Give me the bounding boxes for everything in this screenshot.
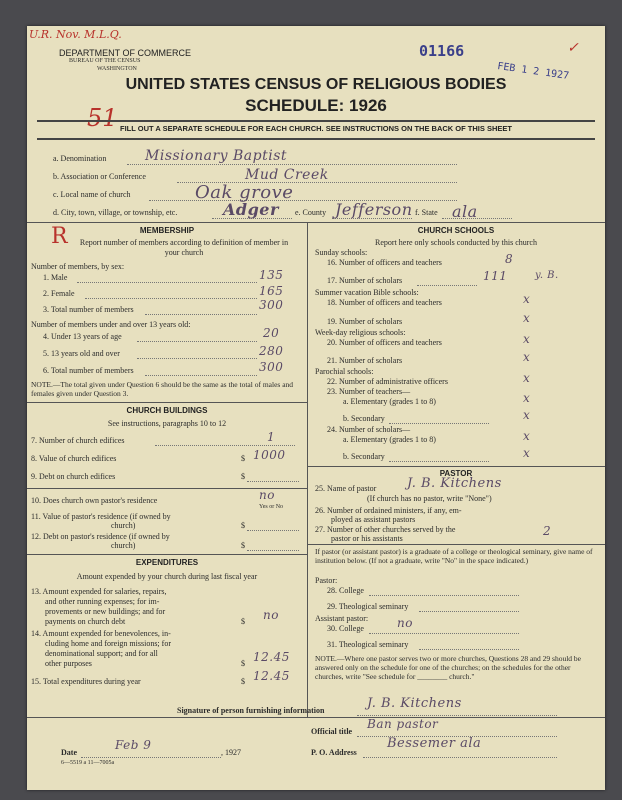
- q13-line-3: provements or new buildings; and for: [45, 607, 166, 616]
- q7-value: 1: [267, 430, 276, 444]
- q25-label: 25. Name of pastor: [315, 484, 377, 493]
- title-label: Official title: [311, 727, 353, 736]
- signature-value: J. B. Kitchens: [367, 696, 462, 711]
- q27-label-b: pastor or his assistants: [331, 534, 403, 543]
- local-name-value: Oak grove: [195, 182, 294, 203]
- q21-label: 21. Number of scholars: [327, 356, 403, 365]
- q18-mark: x: [523, 292, 531, 306]
- buildings-intro: See instructions, paragraphs 10 to 12: [107, 419, 227, 428]
- local-name-label: c. Local name of church: [53, 190, 131, 199]
- q3-value: 300: [259, 298, 284, 312]
- schedule-title: SCHEDULE: 1926: [245, 96, 387, 115]
- q14-line-3: denominational support; and for all: [45, 649, 158, 658]
- date-label: Date: [61, 748, 77, 757]
- expenditures-title: EXPENDITURES: [135, 558, 199, 567]
- q26-label-b: ployed as assistant pastors: [331, 515, 416, 524]
- q25-value: J. B. Kitchens: [407, 476, 502, 491]
- q17-value: 111: [483, 269, 508, 283]
- q1-value: 135: [259, 268, 284, 282]
- association-label: b. Association or Conference: [53, 172, 146, 181]
- q22-mark: x: [523, 371, 531, 385]
- q6-value: 300: [259, 360, 284, 374]
- q17-label: 17. Number of scholars: [327, 276, 403, 285]
- city-name: WASHINGTON: [97, 66, 137, 72]
- q12-currency: $: [241, 541, 245, 550]
- address-label: P. O. Address: [311, 748, 357, 757]
- q13-line-1: 13. Amount expended for salaries, repairs,: [31, 587, 167, 596]
- q4-label: 4. Under 13 years of age: [43, 332, 122, 341]
- q14-value: 12.45: [253, 650, 290, 664]
- pastor-sub-label: Pastor:: [315, 576, 338, 585]
- q8-value: 1000: [253, 448, 286, 462]
- q11-label-b: church): [111, 521, 136, 530]
- q9-currency: $: [241, 472, 245, 481]
- q24-label: 24. Number of scholars—: [327, 425, 411, 434]
- date-value: Feb 9: [115, 738, 152, 752]
- q23b-mark: x: [523, 408, 531, 422]
- denomination-value: Missionary Baptist: [145, 148, 288, 164]
- red-51-mark: 51: [87, 104, 118, 132]
- q24a-mark: x: [523, 429, 531, 443]
- q5-value: 280: [259, 344, 284, 358]
- q23a-label: a. Elementary (grades 1 to 8): [343, 397, 436, 406]
- address-value: Bessemer ala: [387, 736, 482, 751]
- association-value: Mud Creek: [245, 167, 329, 183]
- sunday-label: Sunday schools:: [315, 248, 368, 257]
- q25-note: (If church has no pastor, write "None"): [367, 494, 492, 503]
- q29-label: 29. Theological seminary: [327, 602, 409, 611]
- q4-value: 20: [263, 326, 280, 340]
- q23a-mark: x: [523, 391, 531, 405]
- membership-note: NOTE.—The total given under Question 6 should be the same as the total of males and females given under Question 3.: [31, 380, 294, 398]
- dept-name: DEPARTMENT OF COMMERCE: [59, 48, 192, 58]
- q27-label-a: 27. Number of other churches served by the: [315, 525, 456, 534]
- q13-currency: $: [241, 617, 245, 626]
- q30-value: no: [397, 616, 413, 630]
- q14-line-1: 14. Amount expended for benevolences, in-: [31, 629, 171, 638]
- q20-mark: x: [523, 332, 531, 346]
- q23b-label: b. Secondary: [343, 414, 385, 423]
- membership-title: MEMBERSHIP: [139, 226, 195, 235]
- bureau-name: BUREAU OF THE CENSUS: [69, 58, 141, 64]
- city-label: d. City, town, village, or township, etc.: [53, 208, 178, 217]
- q27-value: 2: [543, 524, 552, 538]
- q14-currency: $: [241, 659, 245, 668]
- q13-line-2: and other running expenses; for im-: [45, 597, 160, 606]
- q24b-label: b. Secondary: [343, 452, 385, 461]
- pastor-note: NOTE.—Where one pastor serves two or more churches, Questions 28 and 29 should be answered only on the schedule for one of the churches; on the schedules for the other churches, write "See schedule for ________ church.": [315, 654, 581, 681]
- stamp-date: FEB 1 2 1927: [496, 61, 570, 82]
- parochial-label: Parochial schools:: [315, 367, 374, 376]
- pastor-title: PASTOR: [439, 469, 473, 478]
- q24b-mark: x: [523, 446, 531, 460]
- q22-label: 22. Number of administrative officers: [327, 377, 448, 386]
- q15-value: 12.45: [253, 669, 290, 683]
- q31-label: 31. Theological seminary: [327, 640, 409, 649]
- q13-line-4: payments on church debt: [45, 617, 126, 626]
- county-value: Jefferson: [335, 200, 413, 219]
- county-label: e. County: [295, 208, 327, 217]
- graduate-note: If pastor (or assistant pastor) is a graduate of a college or theological seminary, give name of institution below. (If not a graduate, write "No" in the space indicated.): [315, 547, 593, 565]
- q2-label: 2. Female: [43, 289, 75, 298]
- census-schedule-page: [27, 26, 605, 790]
- q13-value: no: [263, 608, 279, 622]
- state-label: f. State: [415, 208, 438, 217]
- q9-label: 9. Debt on church edifices: [31, 472, 116, 481]
- q17-note: y. B.: [535, 270, 559, 281]
- q12-label-a: 12. Debt on pastor's residence (if owned by: [31, 532, 170, 541]
- expenditures-intro: Amount expended by your church during last fiscal year: [76, 572, 258, 581]
- q28-label: 28. College: [327, 586, 364, 595]
- q15-currency: $: [241, 677, 245, 686]
- q30-label: 30. College: [327, 624, 364, 633]
- q23-label: 23. Number of teachers—: [327, 387, 411, 396]
- q19-label: 19. Number of scholars: [327, 317, 403, 326]
- asst-sub-label: Assistant pastor:: [315, 614, 369, 623]
- weekday-label: Week-day religious schools:: [315, 328, 406, 337]
- top-note: U.R. Nov. M.L.Q.: [29, 28, 122, 41]
- vacation-label: Summer vacation Bible schools:: [315, 288, 419, 297]
- q19-mark: x: [523, 311, 531, 325]
- q14-line-4: other purposes: [45, 659, 92, 668]
- q11-currency: $: [241, 521, 245, 530]
- city-value: Adger: [223, 200, 279, 219]
- yes-no-hint: Yes or No: [259, 504, 284, 510]
- membership-intro: Report number of members according to definition of member in your church: [79, 238, 289, 257]
- q16-label: 16. Number of officers and teachers: [327, 258, 442, 267]
- form-number: 6—5519 a 11—7005a: [61, 760, 115, 766]
- membership-sub1: Number of members, by sex:: [31, 262, 125, 271]
- signature-label: Signature of person furnishing information: [177, 706, 325, 715]
- q11-label-a: 11. Value of pastor's residence (if owned by: [31, 512, 171, 521]
- q24a-label: a. Elementary (grades 1 to 8): [343, 435, 436, 444]
- q10-value: no: [259, 488, 275, 502]
- q26-label-a: 26. Number of ordained ministers, if any, em-: [315, 506, 462, 515]
- state-value: ala: [452, 202, 478, 221]
- q12-label-b: church): [111, 541, 136, 550]
- q21-mark: x: [523, 350, 531, 364]
- q5-label: 5. 13 years old and over: [43, 349, 120, 358]
- q6-label: 6. Total number of members: [43, 366, 134, 375]
- membership-sub2: Number of members under and over 13 years old:: [31, 320, 191, 329]
- red-R-mark: R: [51, 224, 68, 249]
- q8-label: 8. Value of church edifices: [31, 454, 117, 463]
- q18-label: 18. Number of officers and teachers: [327, 298, 442, 307]
- q10-label: 10. Does church own pastor's residence: [31, 496, 158, 505]
- q7-label: 7. Number of church edifices: [31, 436, 125, 445]
- denomination-label: a. Denomination: [53, 154, 107, 163]
- stamp-number: 01166: [419, 42, 465, 60]
- schools-title: CHURCH SCHOOLS: [417, 226, 495, 235]
- form-title: UNITED STATES CENSUS OF RELIGIOUS BODIES: [125, 76, 507, 93]
- fill-instruction: FILL OUT A SEPARATE SCHEDULE FOR EACH CHURCH. SEE INSTRUCTIONS ON THE BACK OF THIS SHEET: [120, 124, 512, 133]
- q3-label: 3. Total number of members: [43, 305, 134, 314]
- schools-intro: Report here only schools conducted by this church: [375, 238, 537, 247]
- q16-value: 8: [505, 252, 514, 266]
- q2-value: 165: [259, 284, 284, 298]
- buildings-title: CHURCH BUILDINGS: [126, 406, 208, 415]
- q20-label: 20. Number of officers and teachers: [327, 338, 442, 347]
- q8-currency: $: [241, 454, 245, 463]
- date-year: , 1927: [221, 748, 241, 757]
- title-value: Ban pastor: [367, 717, 439, 731]
- q1-label: 1. Male: [43, 273, 68, 282]
- check-mark-icon: ✓: [567, 40, 579, 56]
- q14-line-2: cluding home and foreign missions; for: [45, 639, 171, 648]
- q15-label: 15. Total expenditures during year: [31, 677, 141, 686]
